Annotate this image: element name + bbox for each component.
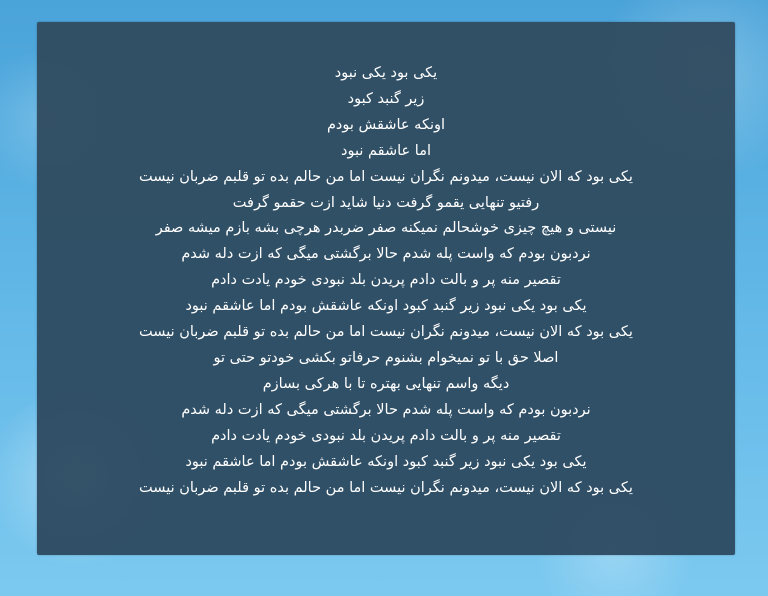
poem-line: دیگه واسم تنهایی بهتره تا با هرکی بسازم [262, 375, 510, 392]
lyrics-panel [37, 22, 735, 555]
poem-line: رفتیو تنهایی یقمو گرفت دنیا شاید ازت حقمو گرفت [232, 194, 540, 211]
poem-line: یکی بود یکی نبود زیر گنبد کبود اونکه عاشقش بودم اما عاشقم نبود [185, 298, 587, 315]
poem-line: اما عاشقم نبود [341, 142, 431, 159]
poem-line: زیر گنبد کبود [347, 90, 425, 107]
poem-line: یکی بود که الان نیست، میدونم نگران نیست اما من حالم بده تو قلبم ضربان نیست [139, 324, 633, 341]
poem-line: نردبون بودم که واست پله شدم حالا برگشتی میگی که ازت دله شدم [181, 401, 591, 418]
poem-line: یکی بود که الان نیست، میدونم نگران نیست اما من حالم بده تو قلبم ضربان نیست [139, 168, 633, 185]
poem-line: اصلا حق با تو نمیخوام بشنوم حرفاتو بکشی خودتو حتی تو [213, 349, 559, 366]
poem-line: یکی بود که الان نیست، میدونم نگران نیست اما من حالم بده تو قلبم ضربان نیست [139, 479, 633, 496]
poem-line: تقصیر منه پر و بالت دادم پریدن بلد نبودی خودم یادت دادم [211, 272, 561, 289]
poem-line: نردبون بودم که واست پله شدم حالا برگشتی میگی که ازت دله شدم [181, 246, 591, 263]
poem-line: یکی بود یکی نبود [334, 65, 438, 81]
poem-line: اونکه عاشقش بودم [326, 116, 446, 133]
poem-line: تقصیر منه پر و بالت دادم پریدن بلد نبودی خودم یادت دادم [211, 427, 561, 444]
poem-text [37, 22, 735, 501]
poem-line: نیستی و هیچ چیزی خوشحالم نمیکنه صفر ضربدر هرچی بشه بازم میشه صفر [155, 220, 617, 237]
poem-line: یکی بود یکی نبود زیر گنبد کبود اونکه عاشقش بودم اما عاشقم نبود [185, 453, 587, 470]
